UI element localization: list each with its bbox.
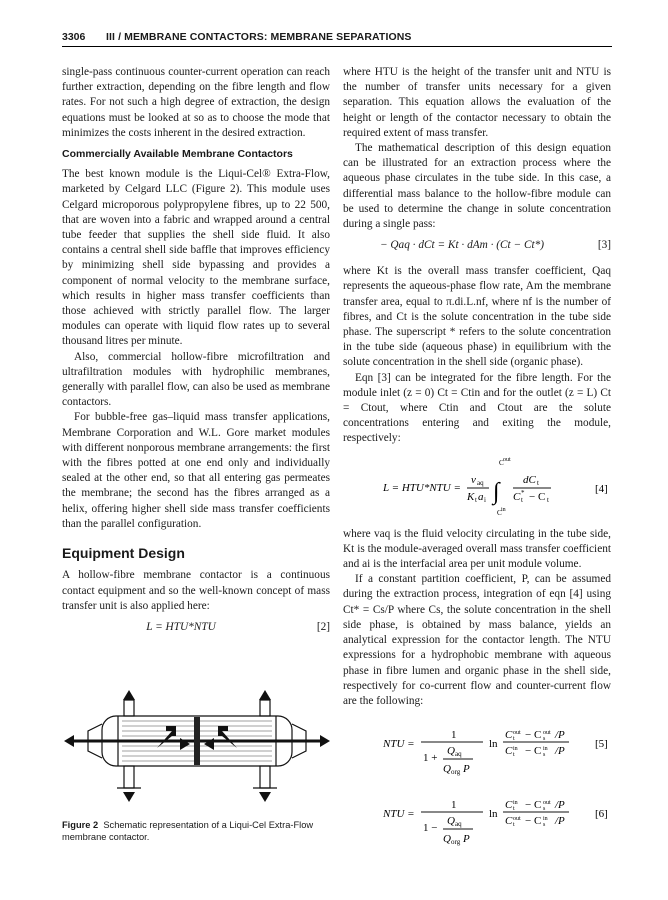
page-header — [62, 31, 612, 45]
svg-text:− C: − C — [529, 490, 546, 503]
svg-text:in: in — [543, 746, 548, 753]
svg-text:org: org — [451, 768, 461, 777]
left-column — [62, 65, 330, 646]
svg-text:1 −: 1 − — [423, 822, 438, 835]
svg-text:out: out — [513, 730, 521, 737]
svg-text:org: org — [451, 838, 461, 847]
svg-text:− C: − C — [525, 745, 542, 758]
paragraph: The best known module is the Liqui-Cel® Extra-Flow, marketed by Celgard LLC (Figure 2). This module uses Celgard microporous polypropylene fibres, up to 22 500, that are woven into a fabric and wrapped around a central tube feeder that supplies the shell side fluid. It also contains a central shell side baffle that improves efficiency by minimizing shell side bypassing and provides a component of normal velocity to the membrane surface, which results in higher mass transfer coefficients than those achieved with strictly parallel flow. The larger modules can operate with liquid flow rates up to several thousand litres per minute. — [62, 168, 330, 348]
svg-text:*: * — [521, 488, 525, 497]
svg-text:− C: − C — [525, 799, 542, 812]
svg-text:s: s — [543, 822, 546, 829]
svg-text:Q: Q — [443, 763, 451, 776]
svg-text:/P: /P — [555, 799, 565, 812]
figure-membrane-contactor — [62, 686, 332, 820]
svg-text:P: P — [463, 763, 470, 776]
paragraph: For bubble-free gas–liquid mass transfer applications, Membrane Corporation and W.L. Gore market modules with different nonporous membrane arrangements: the first with the fibres potted at one end only and individually sealed at the other end, so that all entering gas permeates the membrane; the second has the fibres arranged as a helix, offering higher shell side mass transfer coefficients than the parallel configuration. — [62, 411, 330, 530]
section-heading-commercial: Commercially Available Membrane Contactors — [62, 148, 293, 161]
equation-5 — [343, 717, 611, 779]
svg-text:[5]: [5] — [595, 738, 608, 751]
svg-text:/P: /P — [555, 815, 565, 828]
svg-text:Q: Q — [447, 815, 455, 828]
svg-text:t: t — [547, 495, 549, 504]
svg-text:K: K — [467, 490, 475, 503]
svg-text:s: s — [543, 736, 546, 743]
svg-text:in: in — [501, 506, 506, 513]
svg-text:C: C — [505, 815, 513, 828]
svg-text:C: C — [513, 490, 521, 503]
svg-text:− C: − C — [525, 729, 542, 742]
svg-text:C: C — [497, 508, 502, 517]
svg-text:C: C — [505, 799, 513, 812]
equation-4 — [343, 455, 611, 519]
section-heading-equipment-design: Equipment Design — [62, 545, 185, 562]
equation-number: [3] — [597, 239, 611, 252]
paragraph: Also, commercial hollow-fibre microfiltration and ultrafiltration modules with hydrophilic membranes, generally with parallel flow, can also be used as membrane contactors. — [62, 350, 330, 409]
svg-text:a: a — [478, 490, 484, 503]
equation-2 — [62, 620, 330, 640]
paragraph: where HTU is the height of the transfer unit and NTU is the number of transfer units necessary for a given separation. This equation allows the evaluation of the height or length of the contactor necessary to obtain the required extent of mass transfer. — [343, 66, 611, 139]
svg-text:C: C — [505, 745, 513, 758]
svg-text:P: P — [463, 833, 470, 846]
figure-label: Figure 2 — [62, 820, 99, 830]
svg-text:C: C — [499, 458, 504, 467]
baffle — [194, 717, 200, 765]
equation-body: − Qaq · dCt = Kt · dAm · (Ct − Ct*) — [379, 239, 545, 252]
svg-text:t: t — [513, 806, 515, 813]
page-number: 3306 — [62, 31, 86, 43]
svg-text:s: s — [543, 752, 546, 759]
paragraph: If a constant partition coefficient, P, can be assumed during the extraction process, integration of eqn [4] using Ct* = Cs/P where Cs, the solute concentration in the shell side phase, is obtained by mass balance, yields an analytical expression for the contactor length. The NTU expressions for a hydrophobic membrane with aqueous phase in fibre lumen and organic phase in the shell side, respectively for co-current flow and counter-current flow are the following: — [343, 573, 611, 707]
svg-text:C: C — [505, 729, 513, 742]
bottom-nozzle-left — [124, 766, 134, 788]
svg-text:Q: Q — [447, 745, 455, 758]
svg-text:L = HTU*NTU =: L = HTU*NTU = — [383, 481, 461, 494]
bottom-nozzle-right — [260, 766, 270, 788]
svg-text:ln: ln — [489, 808, 498, 821]
svg-text:dC: dC — [523, 473, 536, 486]
equation-body: L = HTU*NTU — [146, 620, 216, 633]
svg-text:1: 1 — [451, 729, 457, 742]
svg-text:out: out — [503, 456, 511, 463]
svg-text:in: in — [513, 800, 518, 807]
figure-caption — [62, 820, 332, 843]
svg-text:aq: aq — [455, 750, 462, 759]
svg-text:aq: aq — [455, 820, 462, 829]
svg-text:in: in — [543, 816, 548, 823]
svg-text:t: t — [521, 495, 523, 504]
equation-6 — [343, 787, 611, 849]
running-title: III / MEMBRANE CONTACTORS: MEMBRANE SEPARATIONS — [106, 31, 412, 43]
svg-text:ln: ln — [489, 738, 498, 751]
paragraph: where Kt is the overall mass transfer coefficient, Qaq represents the aqueous-phase flow rate, Am the membrane transfer area, equal to π.di.L.nf, where nf is the number of fibres, and Ct is the solute concentration in the tube side phase. The superscript * refers to the solute concentration in the tube side (aqueous phase) in equilibrium with the solute concentration in the shell side (organic phase). — [343, 265, 611, 369]
svg-text:1: 1 — [451, 799, 457, 812]
svg-text:out: out — [513, 816, 521, 823]
top-nozzle-left — [124, 700, 134, 716]
svg-text:NTU =: NTU = — [383, 808, 415, 821]
paragraph: The mathematical description of this design equation can be illustrated for an extraction process where the aqueous phase circulates in the tube side. In this case, a differential mass balance to the hollow-fibre module can be used to determine the change in solute concentration during a single pass: — [343, 142, 611, 231]
svg-text:1 +: 1 + — [423, 752, 438, 765]
svg-text:i: i — [484, 495, 486, 504]
svg-text:/P: /P — [555, 745, 565, 758]
svg-text:v: v — [471, 473, 476, 486]
svg-text:t: t — [513, 822, 515, 829]
svg-text:∫: ∫ — [493, 478, 500, 505]
figure-caption-text: Schematic representation of a Liqui-Cel Extra-Flow membrane contactor. — [62, 820, 314, 842]
svg-text:aq: aq — [477, 478, 484, 487]
svg-text:in: in — [513, 746, 518, 753]
svg-text:NTU =: NTU = — [383, 738, 415, 751]
svg-text:t: t — [513, 752, 515, 759]
svg-text:t: t — [537, 478, 539, 487]
header-rule — [62, 46, 612, 47]
svg-text:t: t — [513, 736, 515, 743]
equation-3 — [343, 238, 611, 258]
svg-text:t: t — [475, 495, 477, 504]
svg-text:Q: Q — [443, 833, 451, 846]
svg-text:− C: − C — [525, 815, 542, 828]
paragraph: single-pass continuous counter-current operation can reach further extraction, depending on the fibre length and flow rates. For not such a high degree of extraction, the design equations must be looked at so as to choose the mode that minimizes the costs inherent in the desired extraction. — [62, 66, 330, 139]
paragraph: A hollow-fibre membrane contactor is a continuous contact equipment and so the well-known concept of mass transfer unit is also applied here: — [62, 569, 330, 612]
right-column — [343, 65, 611, 857]
svg-text:[6]: [6] — [595, 808, 608, 821]
top-nozzle-right — [260, 700, 270, 716]
svg-text:out: out — [543, 800, 551, 807]
svg-text:/P: /P — [555, 729, 565, 742]
paragraph: where vaq is the fluid velocity circulating in the tube side, Kt is the module-averaged overall mass transfer coefficient and ai is the interfacial area per unit module volume. — [343, 527, 611, 571]
svg-text:s: s — [543, 806, 546, 813]
svg-text:out: out — [543, 730, 551, 737]
paragraph: Eqn [3] can be integrated for the fibre length. For the module inlet (z = 0) Ct = Ctin and for the outlet (z = L) Ct = Ctout, where Ctin and Ctout are the solute concentrations entering and exiting the module, respectively: — [343, 371, 611, 445]
svg-text:[4]: [4] — [595, 482, 608, 495]
equation-number: [2] — [316, 620, 330, 633]
